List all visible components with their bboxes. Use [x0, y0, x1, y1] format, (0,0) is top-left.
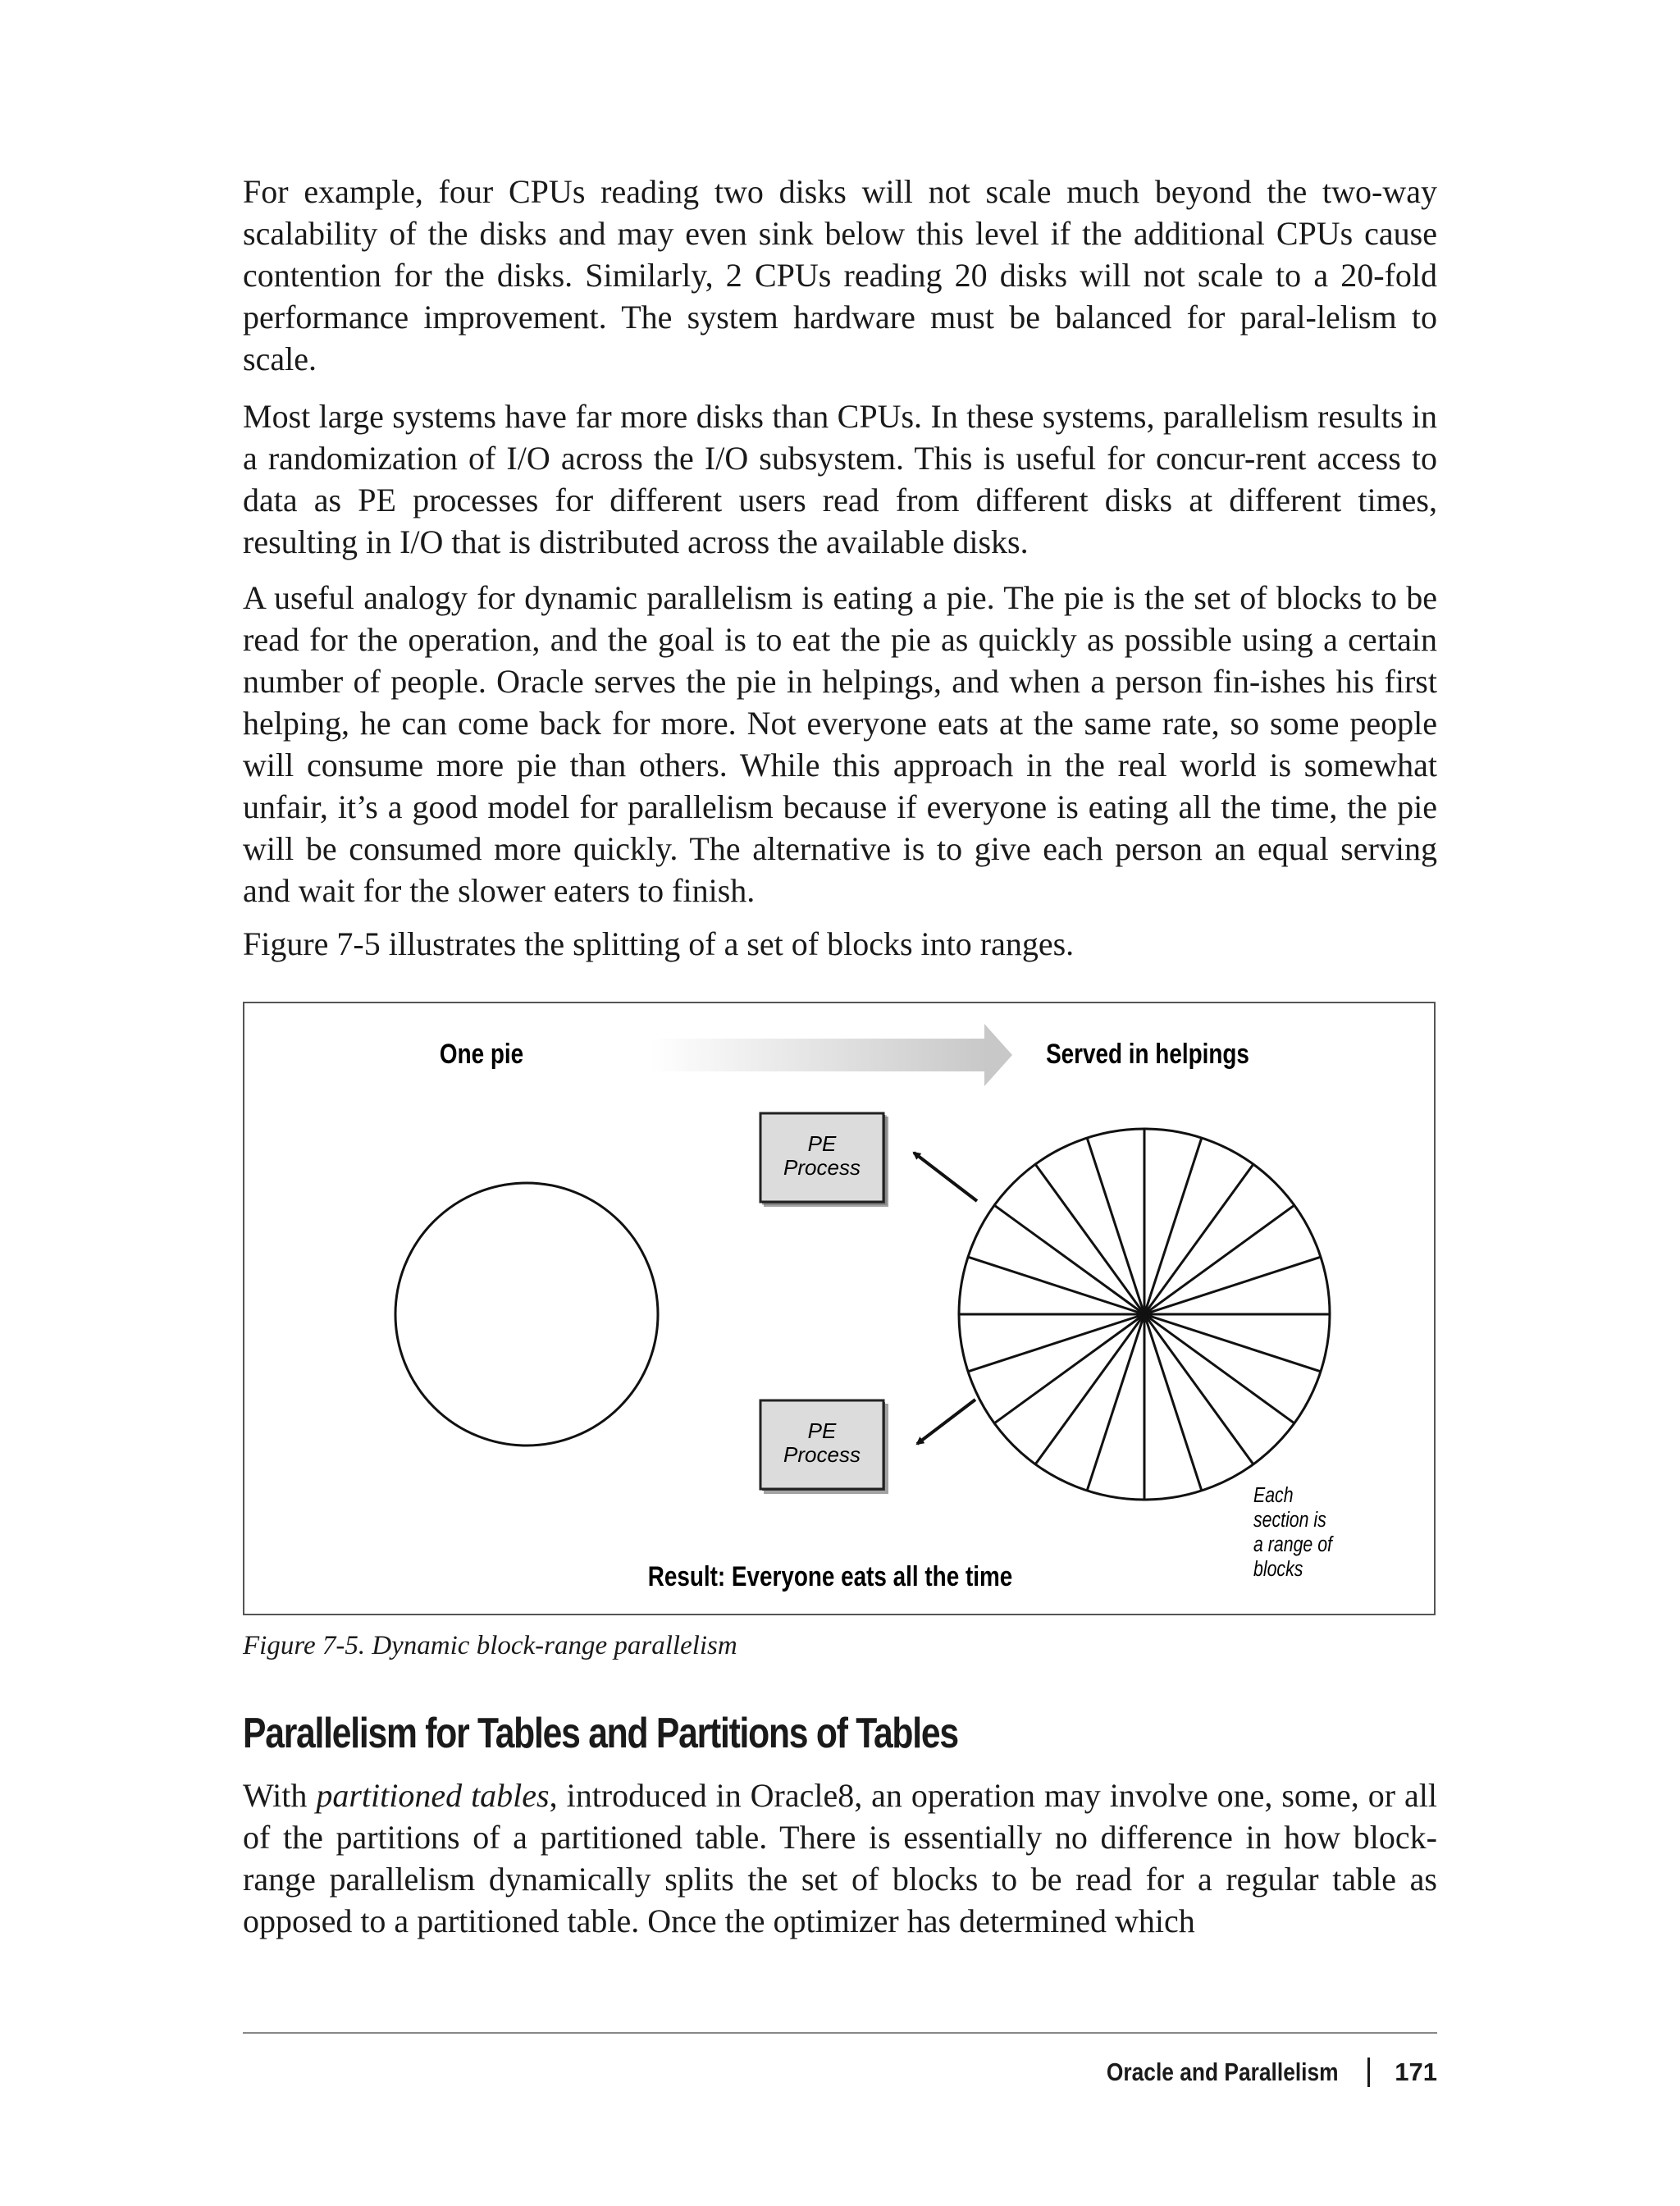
section-note-line4: blocks — [1253, 1557, 1303, 1582]
section-note-line1: Each — [1253, 1483, 1294, 1508]
footer-chapter-title: Oracle and Parallelism — [1106, 2058, 1339, 2086]
pie-slice-divider — [1144, 1138, 1202, 1314]
pie-slice-divider — [1035, 1164, 1144, 1314]
paragraph-figure-reference: Figure 7-5 illustrates the splitting of a set of blocks into ranges. — [243, 925, 1075, 962]
pie-slice-divider — [1144, 1314, 1321, 1372]
pie-slice-divider — [1087, 1138, 1144, 1314]
paragraph-partitioned-tables — [243, 1774, 1437, 1942]
pie-slice-divider — [1144, 1257, 1321, 1314]
pie-slice-divider — [1144, 1314, 1253, 1464]
pie-slice-divider — [1144, 1314, 1294, 1423]
result-label: Result: Everyone eats all the time — [647, 1560, 1013, 1592]
footer-rule — [243, 2032, 1437, 2034]
sliced-pie — [959, 1129, 1330, 1500]
partitioned-text-start: With — [243, 1777, 317, 1814]
label-one-pie: One pie — [439, 1038, 524, 1070]
pe-process-box-top — [760, 1113, 888, 1207]
page-number: 171 — [1395, 2058, 1437, 2086]
pie-slice-divider — [1144, 1164, 1253, 1314]
footer-separator — [1367, 2058, 1370, 2087]
pe-process-box-bottom — [760, 1400, 888, 1494]
partitioned-tables-term: partitioned tables — [316, 1777, 550, 1814]
whole-pie-circle — [395, 1183, 658, 1446]
pie-slice-divider — [1035, 1314, 1144, 1464]
section-note — [1253, 1483, 1334, 1582]
figure-dynamic-block-range — [243, 1002, 1436, 1615]
partitioned-text-rest: , introduced in Oracle8, an operation may involve one, some, or all of the partitions of a partitioned table. There is essentially no difference in how block-range parallelism dynamically splits the set of blocks to be read for a regular table as opposed to a partitioned table. Once the optimizer has determined which — [243, 1777, 1437, 1939]
paragraph-large-systems: Most large systems have far more disks than CPUs. In these systems, parallelism results in a randomization of I/O across the I/O subsystem. This is useful for concur-rent access to data as PE processes for different users read from different disks at different times, resulting in I/O that is distributed across the available disks. — [243, 398, 1437, 560]
section-note-line3: a range of — [1253, 1532, 1332, 1557]
paragraph-cpu-disk-scaling: For example, four CPUs reading two disks will not scale much beyond the two-way scalability of the disks and may even sink below this level if the additional CPUs cause contention for the disks. Similarly, 2 CPUs reading 20 disks will not scale to a 20-fold performance improvement. The system hardware must be balanced for paral-lelism to scale. — [243, 173, 1437, 377]
pe-top-line2: Process — [783, 1155, 861, 1180]
pie-slice-divider — [1144, 1314, 1202, 1491]
page-footer — [1066, 2058, 1437, 2087]
pie-slice-divider — [1087, 1314, 1144, 1491]
pe-top-line1: PE — [807, 1131, 837, 1156]
label-served-in-helpings: Served in helpings — [1046, 1038, 1249, 1070]
helping-arrow — [650, 1024, 1012, 1086]
pie-slice-divider — [968, 1257, 1144, 1314]
section-heading: Parallelism for Tables and Partitions of Tables — [243, 1710, 958, 1757]
pie-slice-divider — [994, 1205, 1144, 1314]
pe-bottom-line1: PE — [807, 1418, 837, 1443]
pe-bottom-line2: Process — [783, 1442, 861, 1467]
pie-slice-divider — [968, 1314, 1144, 1372]
section-note-line2: section is — [1253, 1508, 1326, 1532]
figure-caption: Figure 7-5. Dynamic block-range parallelism — [243, 1631, 737, 1660]
pie-slice-divider — [1144, 1205, 1294, 1314]
pie-slice-divider — [994, 1314, 1144, 1423]
paragraph-pie-analogy: A useful analogy for dynamic parallelism is eating a pie. The pie is the set of blocks to be read for the operation, and the goal is to eat the pie as quickly as possible using a certain number of people. Oracle serves the pie in helpings, and when a person fin-ishes his first helping, he can come back for more. Not everyone eats at the same rate, so some people will consume more pie than others. While this approach in the real world is somewhat unfair, it’s a good model for parallelism because if everyone is eating all the time, the pie will be consumed more quickly. The alternative is to give each person an equal serving and wait for the slower eaters to finish. — [243, 579, 1437, 909]
arrow-to-pe-top — [914, 1153, 977, 1201]
arrow-to-pe-bottom — [917, 1400, 975, 1444]
